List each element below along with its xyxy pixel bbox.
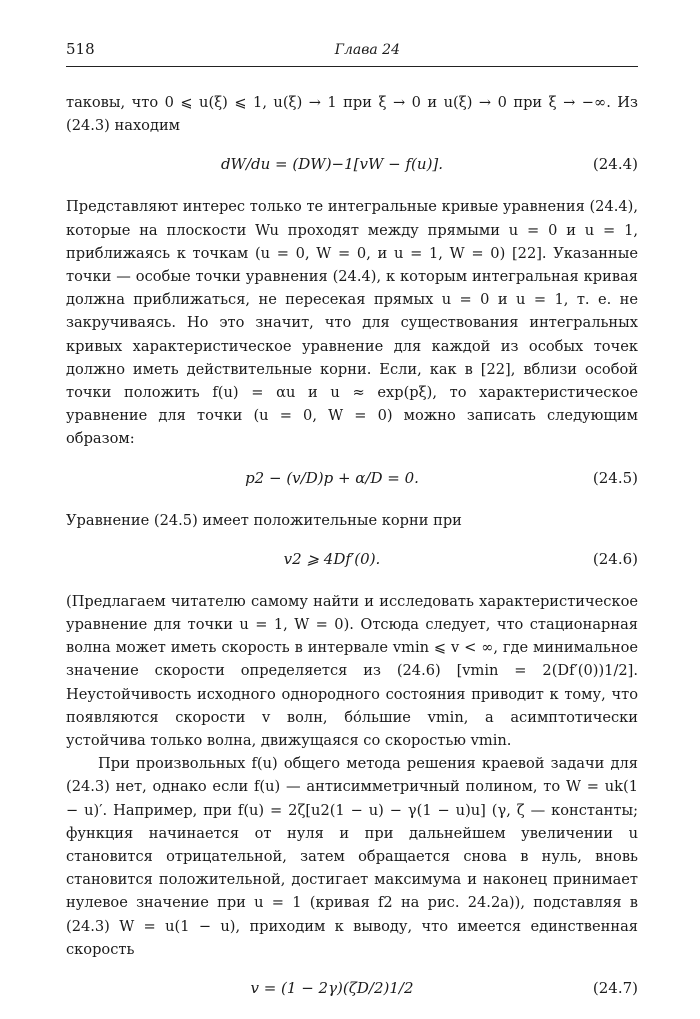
equation-number: (24.7) [592, 979, 638, 998]
equation-24-4 [66, 153, 638, 177]
equation-24-6 [66, 548, 638, 572]
equation-number: (24.6) [592, 549, 638, 568]
equation-24-7 [66, 977, 638, 1001]
page-number: 518 [66, 40, 95, 58]
equation-expression: v = (1 − 2γ)(ζD/2)1/2 [250, 979, 414, 998]
text-body [66, 91, 638, 1001]
chapter-title: Глава 24 [334, 42, 400, 58]
paragraph-2: Представляют интерес только те интегральные кривые уравнения (24.4), которые на плоскости Wu проходят между прямыми u = 0 и u = 1, приближаясь к точкам (u = 0, W = 0, и u = 1, W = 0) [22]. Указанные точки — особые точки уравнения (24.4), к которым интегральная кривая должна приближаться, не пересекая прямых u = 0 и u = 1, т. е. не закручиваясь. Но это значит, что для существования интегральных кривых характеристическое уравнение для каждой из особых точек должно иметь действительные корни. Если, как в [22], вблизи особой точки положить f(u) = αu и u ≈ exp(pξ), то характеристическое уравнение для точки (u = 0, W = 0) можно записать следующим образом: [66, 198, 638, 448]
running-header [66, 40, 638, 67]
paragraph-3: Уравнение (24.5) имеет положительные корни при [66, 511, 462, 529]
paragraph-4: (Предлагаем читателю самому найти и исследовать характеристическое уравнение для точки u = 1, W = 0). Отсюда следует, что стационарная волна может иметь скорость в интервале vmin ⩽ v < ∞, где минимальное значение скорости определяется из (24.6) [vmin = 2(Df′(0))1/2]. Неустойчивость исходного однородного состояния приводит к тому, что появляются скорости v волн, бо́льшие vmin, а асимптотически устойчива только волна, движущаяся со скоростью vmin. [66, 592, 638, 750]
paragraph-1: таковы, что 0 ⩽ u(ξ) ⩽ 1, u(ξ) → 1 при ξ → 0 и u(ξ) → 0 при ξ → −∞. Из (24.3) находим [66, 94, 638, 135]
equation-number: (24.5) [592, 468, 638, 487]
equation-expression: dW/du = (DW)−1[vW − f(u)]. [220, 155, 444, 174]
equation-expression: p2 − (v/D)p + α/D = 0. [245, 468, 419, 487]
equation-24-5 [66, 467, 638, 491]
equation-number: (24.4) [592, 155, 638, 174]
equation-expression: v2 ⩾ 4Df′(0). [283, 549, 381, 568]
paragraph-5: При произвольных f(u) общего метода решения краевой задачи для (24.3) нет, однако если f(u) — антисимметричный полином, то W = uk(1 − u)′. Например, при f(u) = 2ζ[u2(1 − u) − γ(1 − u)u] (γ, ζ — константы; функция начинается от нуля и при дальнейшем увеличении u становится отрицательной, затем обращается снова в нуль, вновь становится положительной, достигает максимума и наконец принимает нулевое значение при u = 1 (кривая f2 на рис. 24.2а)), подставляя в (24.3) W = u(1 − u), приходим к выводу, что имеется единственная скорость [66, 755, 638, 958]
page [66, 40, 638, 1019]
